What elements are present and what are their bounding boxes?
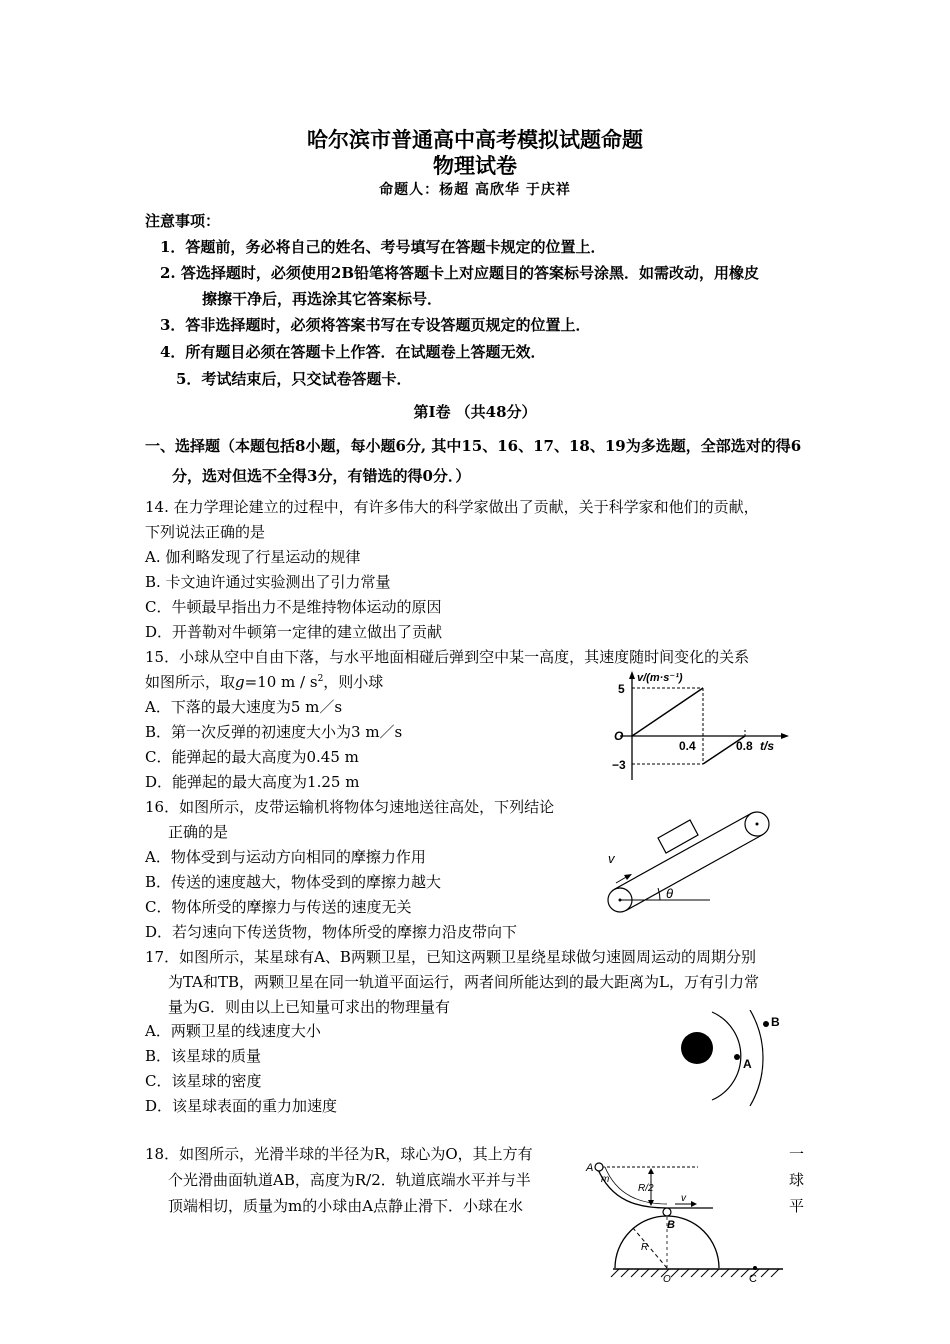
q18-stem: 一 [789,1145,805,1163]
q17-option-a: A．两颗卫星的线速度大小 [145,1022,321,1040]
q18-stem: 18．如图所示，光滑半球的半径为R，球心为O，其上方有 [145,1145,533,1163]
velocity-label: v [608,851,615,866]
q16-option-a: A．物体受到与运动方向相同的摩擦力作用 [145,848,426,866]
q17-stem: 为TA和TB，两颗卫星在同一轨道平面运行，两者间所能达到的最大距离为L，万有引力常 [168,973,760,991]
x-tick-label: 0.4 [679,739,696,753]
q15-option-c: C．能弹起的最大高度为0.45 m [145,748,359,766]
q17-option-c: C．该星球的密度 [145,1072,262,1090]
notice-item: 擦擦干净后，再选涂其它答案标号． [202,290,443,308]
notice-item: 1．答题前，务必将自己的姓名、考号填写在答题卡规定的位置上． [160,238,606,256]
q17-option-d: D．该星球表面的重力加速度 [145,1097,338,1115]
q14-stem: 下列说法正确的是 [145,523,266,541]
notice-item: 5．考试结束后，只交试卷答题卡． [176,370,412,388]
hemisphere-track-figure [583,1158,783,1286]
satellite-a-label: A [743,1057,752,1071]
t-axis-label: t/s [760,739,775,753]
q14-option-d: D．开普勒对牛顿第一定律的建立做出了贡献 [145,623,443,641]
q14-stem: 14. 在力学理论建立的过程中，有许多伟大的科学家做出了贡献，关于科学家和他们的贡献， [145,498,759,516]
q18-stem: 平 [789,1197,805,1215]
v-axis-arrow [629,671,635,679]
radius-line [633,1228,667,1268]
exam-authors: 命题人：杨超 高欣华 于庆祥 [379,182,571,198]
q18-stem: 顶端相切，质量为m的小球由A点静止滑下．小球在水 [168,1197,524,1215]
section-instruction: 一、选择题（本题包括8小题，每小题6分, 其中15、16、17、18、19为多选题，全部选对的得6 [145,437,802,455]
exam-title: 哈尔滨市普通高中高考模拟试题命题 [307,127,643,152]
section-instruction: 分，选对但选不全得3分，有错选的得0分．） [172,467,471,485]
satellite-b [763,1021,769,1027]
point-c-marker [753,1266,757,1270]
label-height: R/2 [638,1183,654,1194]
q14-option-b: B. 卡文迪许通过实验测出了引力常量 [145,573,391,591]
q15-option-a: A．下落的最大速度为5 m／s [145,698,343,716]
notice-item: 2. 答选择题时，必须使用2B铅笔将答题卡上对应题目的答案标号涂黑．如需改动，用橡皮 [160,264,760,282]
angle-label: θ [666,886,674,901]
q14-option-a: A. 伽利略发现了行星运动的规律 [145,548,361,566]
satellite-a [734,1054,740,1060]
q16-option-d: D．若匀速向下传送货物，物体所受的摩擦力沿皮带向下 [145,923,518,941]
label-b: B [667,1219,675,1231]
q18-stem: 球 [789,1171,805,1189]
label-radius: R [641,1242,649,1253]
conveyor-belt-figure [600,805,790,917]
curved-track [597,1167,713,1208]
q17-stem: 量为G．则由以上已知量可求出的物理量有 [168,998,450,1016]
label-a: A [586,1162,594,1174]
notice-item: 3．答非选择题时，必须将答案书写在专设答题页规定的位置上． [160,316,591,334]
exam-subtitle: 物理试卷 [433,153,517,178]
q15-option-b: B．第一次反弹的初速度大小为3 m／s [145,723,403,741]
falling-segment [632,688,703,736]
cargo-box [658,820,698,853]
belt-bottom [626,835,763,911]
notice-item: 4．所有题目必须在答题卡上作答．在试题卷上答题无效． [160,343,546,361]
x-tick-label: 0.8 [736,739,753,753]
notice-heading: 注意事项： [145,212,221,230]
label-c: C [749,1273,757,1285]
ball-at-b [663,1208,671,1216]
y-tick-label: 5 [618,682,625,696]
satellite-orbit-figure [670,1010,800,1110]
v-axis-label: v/(m·s⁻¹) [637,672,683,684]
ball-at-a [595,1163,603,1171]
q17-option-b: B．该星球的质量 [145,1047,262,1065]
q15-stem: 15．小球从空中自由下落，与水平地面相碰后弹到空中某一高度，其速度随时间变化的关系 [145,648,750,666]
label-o: O [663,1274,671,1285]
label-velocity: v [681,1193,686,1204]
q18-stem: 个光滑曲面轨道AB，高度为R/2．轨道底端水平并与半 [168,1171,531,1189]
origin-label: O [614,729,624,743]
velocity-time-graph [600,668,790,790]
q16-stem: 正确的是 [168,823,229,841]
q16-option-c: C．物体所受的摩擦力与传送的速度无关 [145,898,412,916]
angle-arc [658,888,660,900]
satellite-b-label: B [771,1015,780,1029]
q14-option-c: C．牛顿最早指出力不是维持物体运动的原因 [145,598,442,616]
t-axis-arrow [781,733,789,739]
q15-stem: 如图所示，取g=10 m / $s^2$，则小球 [145,673,384,691]
orbit-b [750,1010,763,1106]
q16-stem: 16．如图所示，皮带运输机将物体匀速地送往高处，下列结论 [145,798,555,816]
y-tick-label: −3 [612,758,626,772]
q17-stem: 17．如图所示，某星球有A、B两颗卫星，已知这两颗卫星绕星球做匀速圆周运动的周期分别 [145,948,756,966]
label-m: m [601,1174,610,1185]
planet [681,1032,713,1064]
section-heading: 第Ⅰ卷 （共48分） [413,403,537,421]
q15-option-d: D．能弹起的最大高度为1.25 m [145,773,360,791]
q16-option-b: B．传送的速度越大，物体受到的摩擦力越大 [145,873,442,891]
